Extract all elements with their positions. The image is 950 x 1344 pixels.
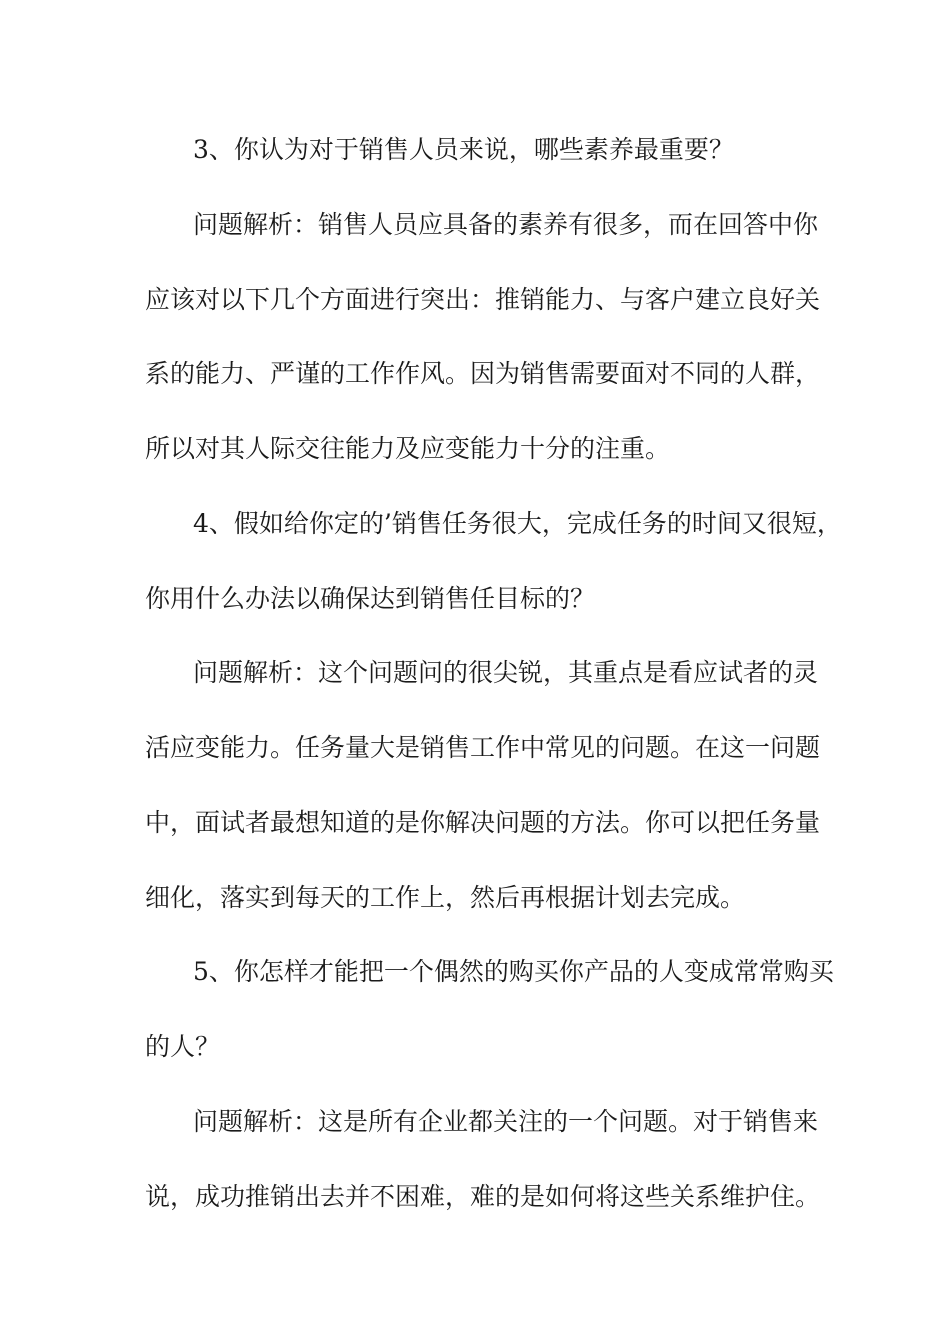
question-5-line-1: 5、你怎样才能把一个偶然的购买你产品的人变成常常购买 [193,957,834,986]
question-4-line-1: 4、假如给你定的’销售任务很大，完成任务的时间又很短， [193,509,842,538]
analysis-3-line-3: 系的能力、严谨的工作作风。因为销售需要面对不同的人群， [145,359,821,388]
analysis-3-line-2: 应该对以下几个方面进行突出：推销能力、与客户建立良好关 [145,285,821,314]
question-5-line-2: 的人？ [145,1032,221,1061]
analysis-5-line-2: 说，成功推销出去并不困难，难的是如何将这些关系维护住。 [145,1182,821,1211]
analysis-4-line-4: 细化，落实到每天的工作上，然后再根据计划去完成。 [145,883,746,912]
analysis-4-line-3: 中，面试者最想知道的是你解决问题的方法。你可以把任务量 [145,808,821,837]
analysis-3-line-4: 所以对其人际交往能力及应变能力十分的注重。 [145,434,671,463]
analysis-5-line-1: 问题解析：这是所有企业都关注的一个问题。对于销售来 [193,1107,819,1136]
analysis-4-line-2: 活应变能力。任务量大是销售工作中常见的问题。在这一问题 [145,733,821,762]
analysis-4-line-1: 问题解析：这个问题问的很尖锐，其重点是看应试者的灵 [193,658,819,687]
question-4-line-2: 你用什么办法以确保达到销售任目标的？ [145,584,596,613]
question-3-line-1: 3、你认为对于销售人员来说，哪些素养最重要？ [193,135,734,164]
analysis-3-line-1: 问题解析：销售人员应具备的素养有很多，而在回答中你 [193,210,819,239]
